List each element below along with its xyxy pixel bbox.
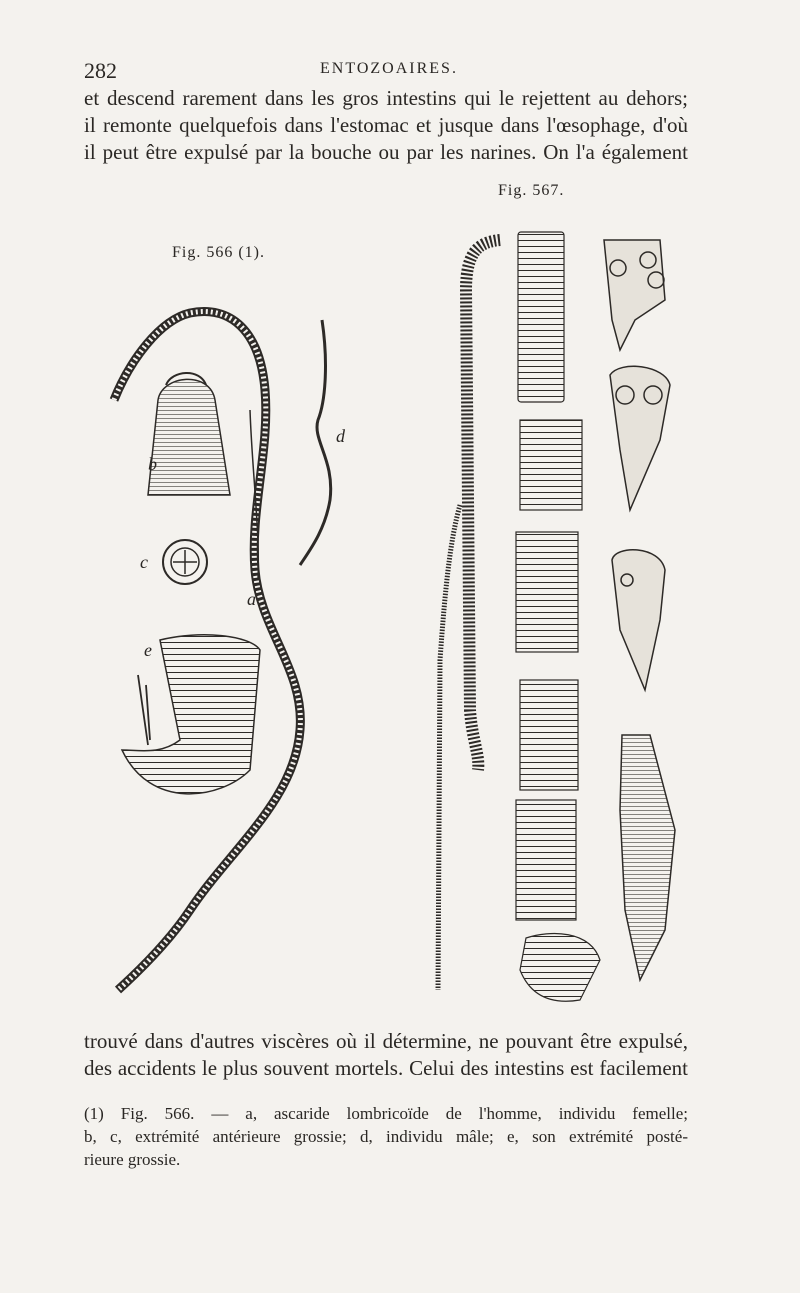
text-line: des accidents le plus souvent mortels. Celui des intestins est facilement	[84, 1056, 688, 1080]
tail-e-illustration	[122, 635, 260, 794]
running-title: ENTOZOAIRES.	[320, 60, 458, 77]
label-c: c	[140, 552, 148, 572]
footnote-line: (1) Fig. 566. — a, ascaride lombricoïde de l'homme, individu femelle;	[84, 1104, 688, 1123]
label-a: a	[247, 589, 256, 609]
mouth-c-illustration	[163, 540, 207, 584]
worm-d-illustration	[300, 320, 331, 565]
footnote-line: b, c, extrémité antérieure grossie; d, individu mâle; e, son extrémité posté-	[84, 1127, 688, 1146]
text-line: et descend rarement dans les gros intestins qui le rejettent au dehors;	[84, 86, 688, 110]
label-b: b	[148, 454, 157, 474]
tapeworm-chain-illustration	[438, 240, 500, 990]
head-b-illustration	[148, 373, 230, 495]
footnote	[84, 1102, 688, 1171]
tapeworm-segments-illustration	[516, 232, 600, 1001]
footnote-line: rieure grossie.	[84, 1150, 181, 1169]
body-paragraph-top	[84, 85, 688, 166]
label-d: d	[336, 426, 345, 446]
text-line: trouvé dans d'autres viscères où il détermine, ne pouvant être expulsé,	[84, 1029, 688, 1053]
figure-caption-567: Fig. 567.	[498, 182, 565, 199]
body-paragraph-bottom	[84, 1028, 688, 1082]
scolex-illustration	[604, 240, 675, 980]
figure-caption-566: Fig. 566 (1).	[172, 244, 265, 261]
label-e: e	[144, 640, 152, 660]
running-head	[84, 58, 694, 84]
page-number: 282	[84, 58, 117, 83]
text-line: il peut être expulsé par la bouche ou par les narines. On l'a également	[84, 140, 688, 164]
text-line: il remonte quelquefois dans l'estomac et jusque dans l'œsophage, d'où	[84, 113, 688, 137]
engraving-illustration	[100, 210, 700, 1010]
